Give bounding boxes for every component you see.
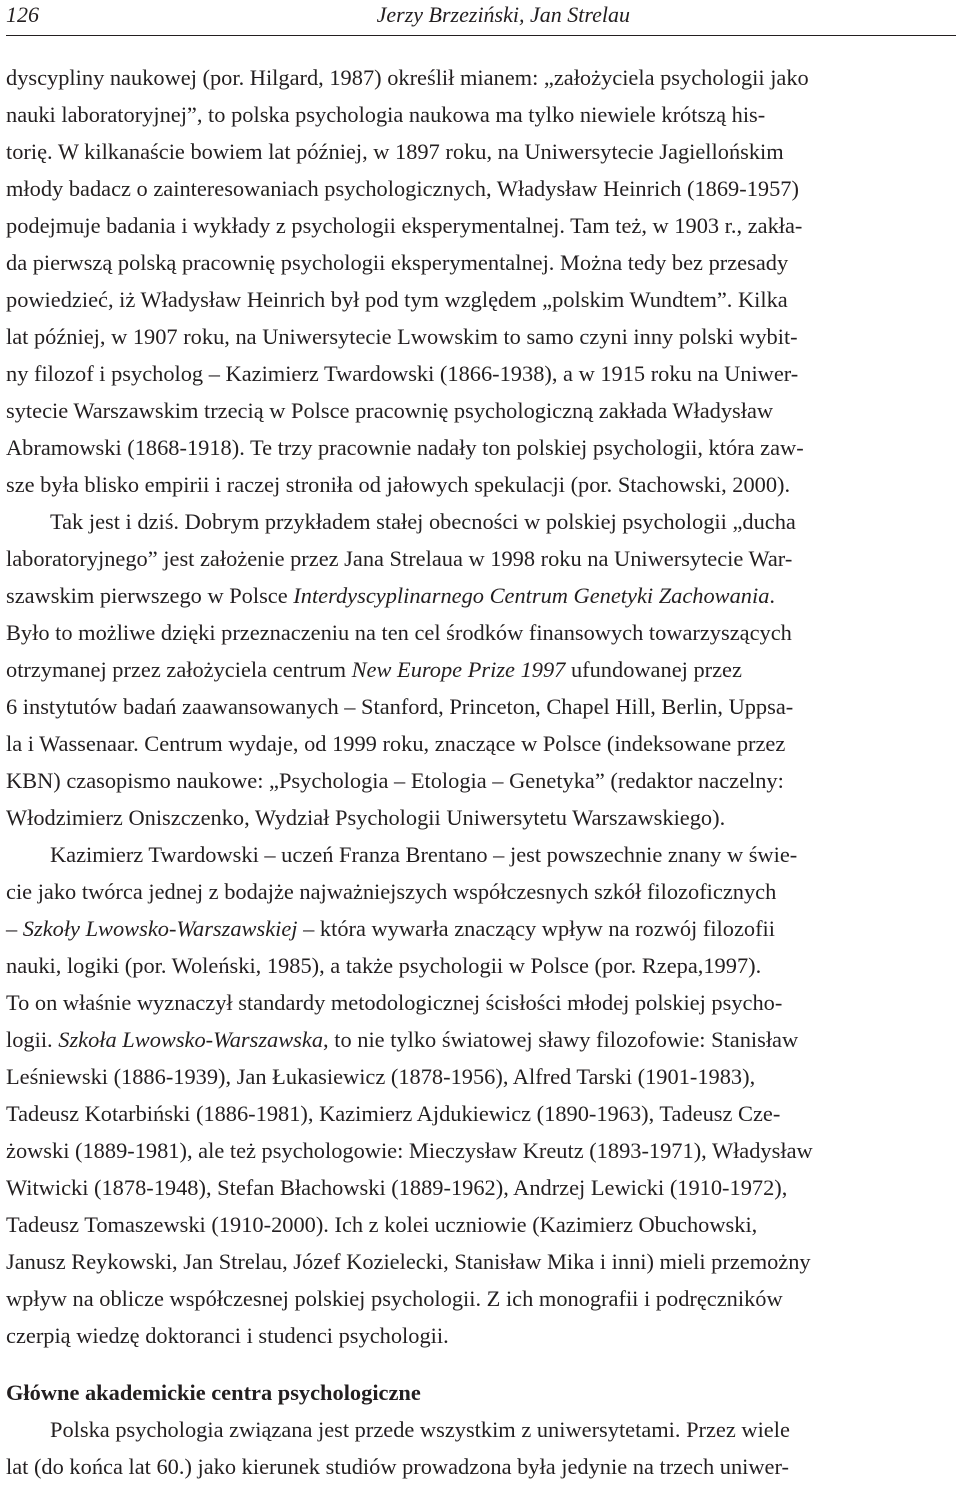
text-run: la i Wassenaar. Centrum wydaje, od 1999 roku, znaczące w Polsce (indeksowane przez: [6, 731, 786, 756]
text-line: [6, 503, 956, 540]
text-run: laboratoryjnego” jest założenie przez Jana Strelaua w 1998 roku na Uniwersytecie War-: [6, 546, 793, 571]
text-line: [6, 392, 956, 429]
text-line: [6, 281, 956, 318]
text-line: [6, 836, 956, 873]
text-run: –: [6, 916, 23, 941]
text-line: [6, 540, 956, 577]
text-run: ufundowanej przez: [565, 657, 742, 682]
text-line: [6, 651, 956, 688]
text-line: [6, 910, 956, 947]
text-line: [6, 59, 956, 96]
text-line: [6, 688, 956, 725]
text-line: [6, 318, 956, 355]
text-line: [6, 170, 956, 207]
text-run: Janusz Reykowski, Jan Strelau, Józef Kozielecki, Stanisław Mika i inni) mieli przemożny: [6, 1249, 811, 1274]
text-run: otrzymanej przez założyciela centrum: [6, 657, 352, 682]
text-line: [6, 1317, 956, 1354]
text-line: [6, 244, 956, 281]
text-line: [6, 429, 956, 466]
text-line: [6, 96, 956, 133]
section-heading: [6, 1374, 956, 1411]
text-run: Tadeusz Tomaszewski (1910-2000). Ich z kolei uczniowie (Kazimierz Obuchowski,: [6, 1212, 758, 1237]
text-line: [6, 762, 956, 799]
text-line: [6, 873, 956, 910]
text-run: żowski (1889-1981), ale też psychologowie: Mieczysław Kreutz (1893-1971), Władysław: [6, 1138, 813, 1163]
text-run: – która wywarła znaczący wpływ na rozwój filozofii: [297, 916, 775, 941]
text-run: 6 instytutów badań zaawansowanych – Stanford, Princeton, Chapel Hill, Berlin, Uppsa-: [6, 694, 794, 719]
text-line: [6, 1206, 956, 1243]
text-run: lat później, w 1907 roku, na Uniwersytecie Lwowskim to samo czyni inny polski wybit-: [6, 324, 798, 349]
text-line: [6, 725, 956, 762]
body-text: [6, 59, 956, 1485]
text-run: Włodzimierz Oniszczenko, Wydział Psychologii Uniwersytetu Warszawskiego).: [6, 805, 726, 830]
header-rule: [6, 35, 956, 36]
text-run: logii.: [6, 1027, 59, 1052]
text-run: młody badacz o zainteresowaniach psychologicznych, Władysław Heinrich (1869-1957): [6, 176, 799, 201]
text-run: wpływ na oblicze współczesnej polskiej psychologii. Z ich monografii i podręczników: [6, 1286, 783, 1311]
text-line: [6, 1058, 956, 1095]
text-run: da pierwszą polską pracownię psychologii eksperymentalnej. Można tedy bez przesady: [6, 250, 789, 275]
text-run: sytecie Warszawskim trzecią w Polsce pracownię psychologiczną zakłada Władysław: [6, 398, 774, 423]
text-run: nauki, logiki (por. Woleński, 1985), a także psychologii w Polsce (por. Rzepa,1997).: [6, 953, 762, 978]
text-line: [6, 947, 956, 984]
text-line: [6, 133, 956, 170]
running-head: [6, 0, 956, 32]
page-number: 126: [6, 2, 39, 27]
text-run: ny filozof i psycholog – Kazimierz Twardowski (1866-1938), a w 1915 roku na Uniwer-: [6, 361, 799, 386]
text-run: .: [769, 583, 776, 608]
text-line: [6, 1280, 956, 1317]
text-run: , to nie tylko światowej sławy filozofowie: Stanisław: [323, 1027, 799, 1052]
text-run: Było to możliwe dzięki przeznaczeniu na ten cel środków finansowych towarzyszących: [6, 620, 792, 645]
text-run: torię. W kilkanaście bowiem lat później, w 1897 roku, na Uniwersytecie Jagiellońskim: [6, 139, 784, 164]
italic-title: Szkoła Lwowsko-Warszawska: [58, 1027, 324, 1052]
text-run: szawskim pierwszego w Polsce: [6, 583, 294, 608]
text-run: podejmuje badania i wykłady z psychologii eksperymentalnej. Tam też, w 1903 r., zakła-: [6, 213, 803, 238]
text-line: [6, 614, 956, 651]
text-run: Abramowski (1868-1918). Te trzy pracownie nadały ton polskiej psychologii, która zaw-: [6, 435, 804, 460]
text-run: nauki laboratoryjnej”, to polska psychologia naukowa ma tylko niewiele krótszą his-: [6, 102, 766, 127]
text-line: [6, 1132, 956, 1169]
text-run: powiedzieć, iż Władysław Heinrich był pod tym względem „polskim Wundtem”. Kilka: [6, 287, 788, 312]
text-run: Główne akademickie centra psychologiczne: [6, 1380, 421, 1405]
text-run: lat (do końca lat 60.) jako kierunek studiów prowadzona była jedynie na trzech uniwer-: [6, 1454, 789, 1479]
text-run: Tadeusz Kotarbiński (1886-1981), Kazimierz Ajdukiewicz (1890-1963), Tadeusz Cze-: [6, 1101, 781, 1126]
text-run: Polska psychologia związana jest przede wszystkim z uniwersytetami. Przez wiele: [50, 1417, 790, 1442]
text-run: To on właśnie wyznaczył standardy metodologicznej ścisłości młodej polskiej psycho-: [6, 990, 783, 1015]
text-line: [6, 1243, 956, 1280]
text-run: czerpią wiedzę doktoranci i studenci psychologii.: [6, 1323, 449, 1348]
text-run: Tak jest i dziś. Dobrym przykładem stałej obecności w polskiej psychologii „ducha: [50, 509, 796, 534]
text-line: [6, 1095, 956, 1132]
text-line: [6, 799, 956, 836]
italic-title: New Europe Prize 1997: [351, 657, 566, 682]
text-line: [6, 1411, 956, 1448]
text-run: sze była blisko empirii i raczej stroniła od jałowych spekulacji (por. Stachowski, 2000).: [6, 472, 791, 497]
section-gap: [6, 1354, 956, 1374]
text-line: [6, 1021, 956, 1058]
text-run: Leśniewski (1886-1939), Jan Łukasiewicz (1878-1956), Alfred Tarski (1901-1983),: [6, 1064, 756, 1089]
italic-title: Interdyscyplinarnego Centrum Genetyki Zachowania: [293, 583, 770, 608]
text-run: Kazimierz Twardowski – uczeń Franza Brentano – jest powszechnie znany w świe-: [50, 842, 798, 867]
text-line: [6, 466, 956, 503]
italic-title: Szkoły Lwowsko-Warszawskiej: [22, 916, 298, 941]
text-line: [6, 1169, 956, 1206]
text-run: KBN) czasopismo naukowe: „Psychologia – Etologia – Genetyka” (redaktor naczelny:: [6, 768, 784, 793]
running-head-authors: Jerzy Brzeziński, Jan Strelau: [376, 2, 630, 27]
text-line: [6, 1448, 956, 1485]
text-run: cie jako twórca jednej z bodajże najważniejszych współczesnych szkół filozoficznych: [6, 879, 777, 904]
text-line: [6, 577, 956, 614]
text-line: [6, 355, 956, 392]
text-run: Witwicki (1878-1948), Stefan Błachowski (1889-1962), Andrzej Lewicki (1910-1972),: [6, 1175, 788, 1200]
text-line: [6, 984, 956, 1021]
text-run: dyscypliny naukowej (por. Hilgard, 1987) określił mianem: „założyciela psychologii jako: [6, 65, 809, 90]
text-line: [6, 207, 956, 244]
